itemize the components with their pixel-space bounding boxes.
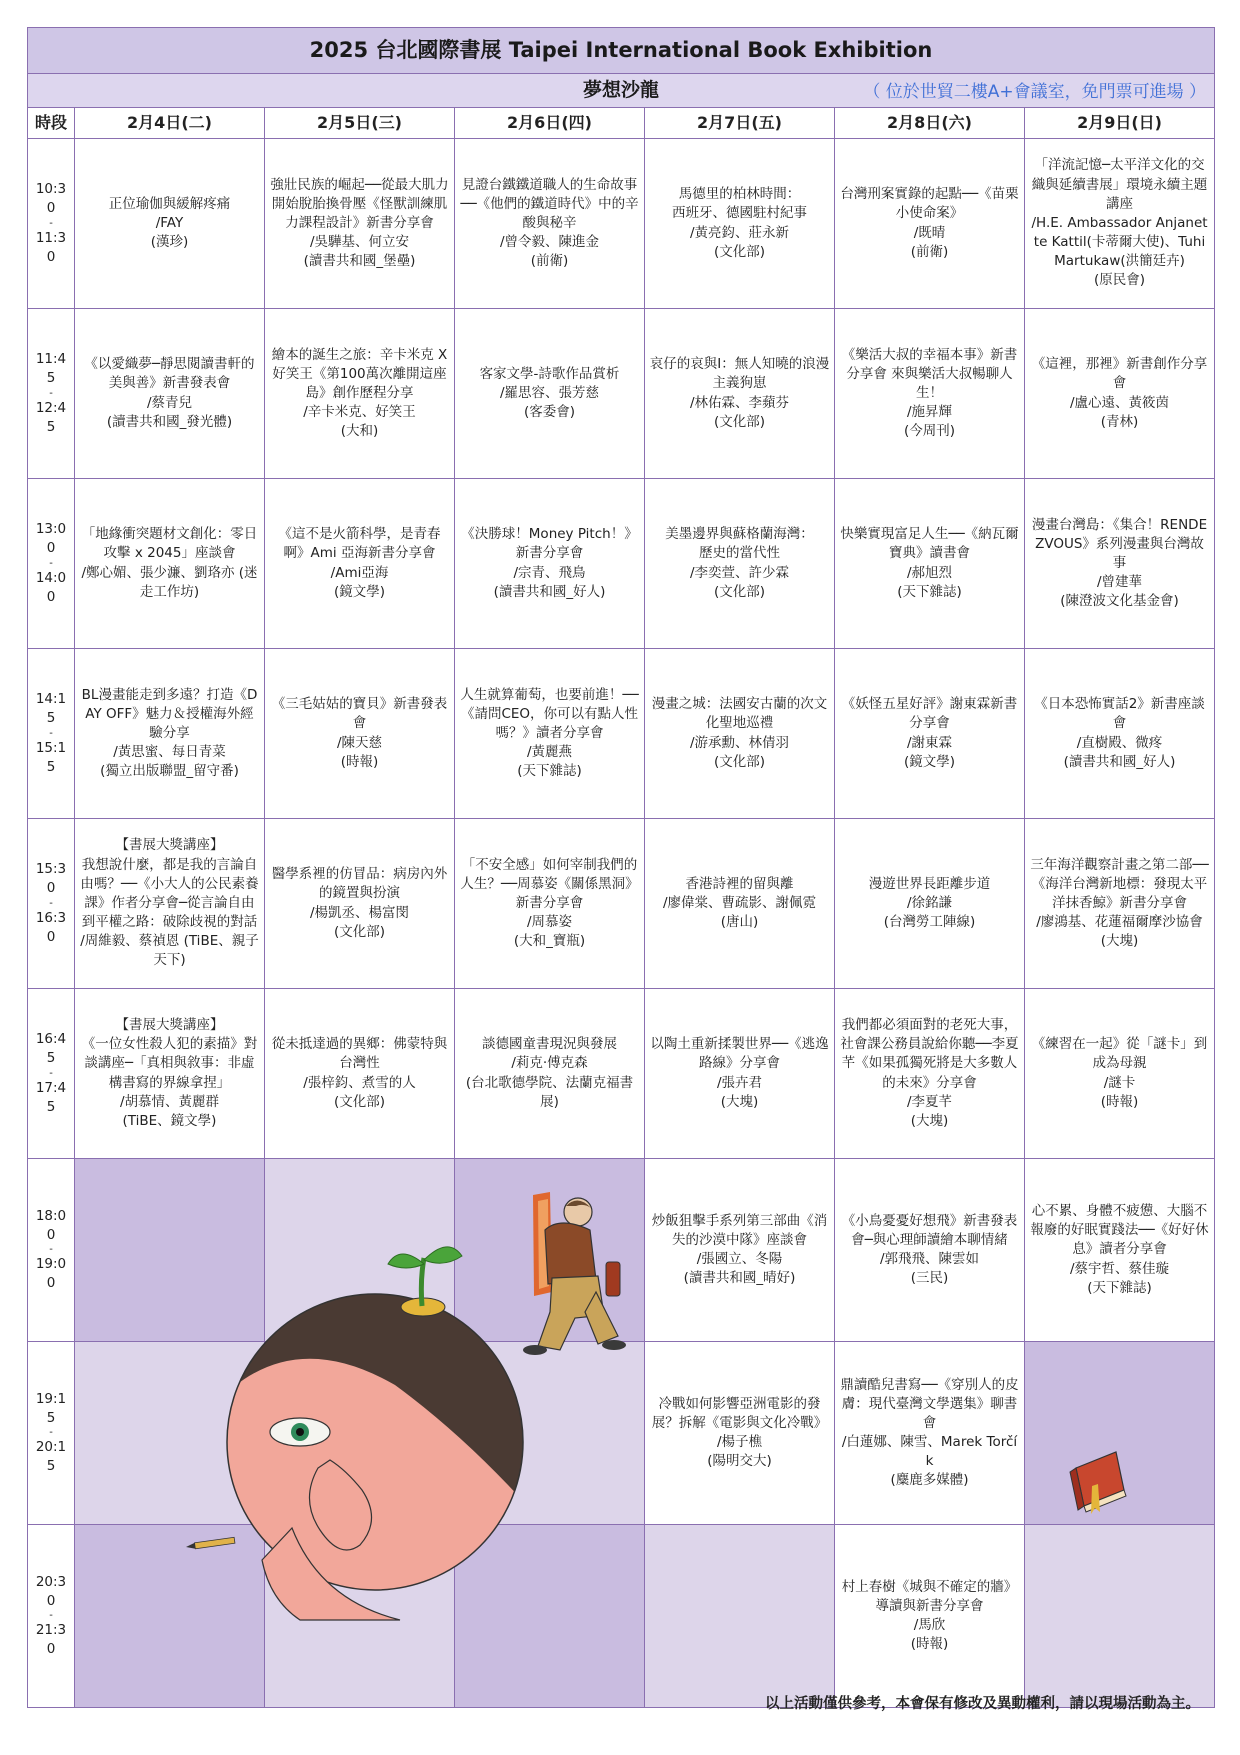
event-cell bbox=[1025, 1159, 1215, 1342]
event-detail: (大和_寶瓶) bbox=[513, 933, 586, 950]
event-cell bbox=[75, 139, 265, 309]
slot-start-time: 15:30 bbox=[35, 861, 67, 897]
empty-slot-cell bbox=[1025, 1525, 1215, 1708]
event-cell bbox=[455, 819, 645, 989]
event-detail: /辛卡米克、好笑王 bbox=[303, 404, 416, 421]
event-detail: /曾令毅、陳進金 bbox=[499, 234, 600, 251]
event-detail: (大塊) bbox=[720, 1093, 759, 1110]
event-title: 鼎讀酷兒書寫──《穿別人的皮膚：現代臺灣文學選集》聊書會 bbox=[840, 1376, 1019, 1431]
event-cell bbox=[645, 309, 835, 479]
event-detail: /莉克·傅克森 bbox=[511, 1055, 588, 1072]
event-detail: (天下雜誌) bbox=[517, 763, 582, 780]
slot-end-time: 15:15 bbox=[35, 739, 67, 775]
slot-end-time: 19:00 bbox=[35, 1256, 67, 1292]
schedule-table bbox=[27, 27, 1215, 1708]
day-header: 2月6日(四) bbox=[455, 108, 645, 139]
event-detail: (麋鹿多媒體) bbox=[890, 1472, 969, 1489]
event-detail: 歷史的當代性 bbox=[699, 545, 780, 562]
event-detail: (文化部) bbox=[713, 753, 766, 770]
event-title: 「不安全感」如何宰制我們的人生？──周慕姿《關係黑洞》新書分享會 bbox=[460, 856, 639, 911]
event-detail: /陳天慈 bbox=[336, 734, 383, 751]
schedule-page bbox=[27, 27, 1214, 1708]
time-slot-row bbox=[28, 1159, 1215, 1342]
event-cell bbox=[455, 309, 645, 479]
page-title: 2025 台北國際書展 Taipei International Book Exhibition bbox=[28, 28, 1215, 74]
time-slot-cell bbox=[28, 479, 75, 649]
day-header: 2月4日(二) bbox=[75, 108, 265, 139]
event-title: 以陶土重新揉製世界──《逃逸路線》分享會 bbox=[650, 1036, 829, 1072]
event-cell bbox=[645, 479, 835, 649]
event-detail: /蔡青兒 bbox=[146, 394, 193, 411]
event-cell bbox=[1025, 649, 1215, 819]
event-detail: (文化部) bbox=[713, 413, 766, 430]
event-detail: (大塊) bbox=[1100, 933, 1139, 950]
slot-end-time: 12:45 bbox=[35, 399, 67, 435]
event-title: 醫學系裡的仿冒品：病房內外的鏡置與扮演 bbox=[271, 866, 448, 902]
event-detail: /林佑霖、李蘋芬 bbox=[689, 394, 790, 411]
time-slot-cell bbox=[28, 1525, 75, 1708]
event-detail: (前衛) bbox=[530, 253, 569, 270]
time-column-header: 時段 bbox=[28, 108, 75, 139]
event-detail: (天下雜誌) bbox=[1087, 1279, 1152, 1296]
slot-start-time: 13:00 bbox=[35, 521, 67, 557]
empty-slot-cell bbox=[75, 1159, 265, 1342]
event-detail: /胡慕情、黃麗群 bbox=[119, 1093, 220, 1110]
event-title: 【書展大獎講座】 bbox=[115, 837, 224, 854]
slot-start-time: 18:00 bbox=[35, 1207, 67, 1243]
event-cell bbox=[265, 139, 455, 309]
event-title: 馬德里的柏林時間： bbox=[678, 186, 801, 203]
event-detail: 《一位女性殺人犯的素描》對談講座─「真相與敘事：非虛構書寫的界線拿捏」 bbox=[81, 1036, 258, 1091]
event-detail: /謎卡 bbox=[1103, 1074, 1136, 1091]
time-slot-row bbox=[28, 1525, 1215, 1708]
event-cell bbox=[1025, 989, 1215, 1159]
empty-slot-cell bbox=[455, 1525, 645, 1708]
day-header: 2月9日(日) bbox=[1025, 108, 1215, 139]
event-detail: /郝旭烈 bbox=[906, 564, 953, 581]
event-title: 《以愛織夢─靜思閱讀書軒的美與善》新書發表會 bbox=[84, 356, 255, 392]
empty-slot-cell bbox=[645, 1525, 835, 1708]
event-cell bbox=[835, 649, 1025, 819]
event-title: 人生就算葡萄，也要前進！──《請問CEO，你可以有點人性嗎？》讀者分享會 bbox=[460, 686, 639, 741]
event-detail: 我想說什麼，都是我的言論自由嗎？──《小大人的公民素養課》作者分享會─從言論自由到平權之路：破除歧視的對話 bbox=[80, 856, 259, 931]
event-cell bbox=[1025, 309, 1215, 479]
event-title: 漫遊世界長距離步道 bbox=[868, 875, 991, 892]
event-title: 村上春樹《城與不確定的牆》導讀與新書分享會 bbox=[841, 1578, 1018, 1614]
event-detail: (今周刊) bbox=[903, 423, 956, 440]
event-title: 《妖怪五星好評》謝東霖新書分享會 bbox=[841, 696, 1018, 732]
event-detail: /黃亮鈞、莊永新 bbox=[689, 224, 790, 241]
event-detail: /施昇輝 bbox=[906, 404, 953, 421]
day-header-row bbox=[28, 108, 1215, 139]
event-cell bbox=[455, 139, 645, 309]
time-slot-row bbox=[28, 139, 1215, 309]
slot-start-time: 11:45 bbox=[35, 351, 67, 387]
event-detail: (時報) bbox=[910, 1636, 949, 1653]
slot-start-time: 14:15 bbox=[35, 691, 67, 727]
event-title: 《練習在一起》從「謎卡」到成為母親 bbox=[1031, 1036, 1208, 1072]
event-detail: (三民) bbox=[910, 1270, 949, 1287]
event-detail: /謝東霖 bbox=[906, 734, 953, 751]
event-cell bbox=[835, 139, 1025, 309]
event-cell bbox=[75, 649, 265, 819]
slot-start-time: 10:30 bbox=[35, 181, 67, 217]
venue-header bbox=[28, 74, 1215, 108]
event-detail: (大和) bbox=[340, 423, 379, 440]
time-slot-cell bbox=[28, 309, 75, 479]
event-title: 《決勝球！Money Pitch！》新書分享會 bbox=[461, 526, 638, 562]
event-cell bbox=[645, 989, 835, 1159]
event-title: 《這裡，那裡》新書創作分享會 bbox=[1031, 356, 1208, 392]
event-cell bbox=[835, 1342, 1025, 1525]
event-detail: /白蓮娜、陳雪、Marek Torčík bbox=[841, 1434, 1018, 1470]
event-detail: (文化部) bbox=[333, 1093, 386, 1110]
event-detail: (讀書共和國_好人) bbox=[493, 583, 606, 600]
event-title: 客家文學-詩歌作品賞析 bbox=[479, 365, 620, 382]
event-detail: (文化部) bbox=[713, 583, 766, 600]
time-slot-row bbox=[28, 989, 1215, 1159]
event-title: 「地緣衝突題材文創化：零日攻擊 x 2045」座談會 bbox=[81, 526, 258, 562]
event-detail: (原民會) bbox=[1094, 272, 1146, 289]
location-note: （ 位於世貿二樓A+會議室，免門票可進場 ） bbox=[863, 82, 1207, 102]
event-title: 《日本恐怖實話2》新書座談會 bbox=[1034, 696, 1205, 732]
event-title: 《小鳥憂憂好想飛》新書發表會─與心理師讀繪本聊情緒 bbox=[841, 1212, 1018, 1248]
event-detail: (鏡文學) bbox=[903, 753, 956, 770]
day-header: 2月8日(六) bbox=[835, 108, 1025, 139]
time-separator: - bbox=[49, 1244, 53, 1255]
event-detail: /張卉君 bbox=[716, 1074, 763, 1091]
event-detail: (文化部) bbox=[713, 243, 766, 260]
event-detail: 西班牙、德國駐村紀事 bbox=[672, 205, 807, 222]
event-detail: /郭飛飛、陳雲如 bbox=[879, 1251, 980, 1267]
day-header: 2月5日(三) bbox=[265, 108, 455, 139]
event-detail: (青林) bbox=[1100, 413, 1139, 430]
event-detail: (讀書共和國_發光體) bbox=[106, 413, 233, 430]
time-slot-row bbox=[28, 479, 1215, 649]
event-title: 我們都必須面對的老死大事，社會課公務員說給你聽──李夏芊《如果孤獨死將是大多數人的未來》分享會 bbox=[840, 1017, 1019, 1091]
event-cell bbox=[1025, 819, 1215, 989]
event-detail: /羅思容、張芳慈 bbox=[499, 384, 600, 401]
time-separator: - bbox=[49, 1427, 53, 1438]
event-detail: (時報) bbox=[340, 753, 379, 770]
event-detail: (讀書共和國_晴好) bbox=[683, 1270, 796, 1287]
event-cell bbox=[455, 479, 645, 649]
event-detail: (TiBE、鏡文學) bbox=[122, 1112, 217, 1129]
event-title: 香港詩裡的留與離 bbox=[685, 875, 794, 892]
event-title: 心不累、身體不疲憊、大腦不報廢的好眠實踐法──《好好休息》讀者分享會 bbox=[1030, 1203, 1209, 1258]
event-detail: /張國立、冬陽 bbox=[696, 1251, 783, 1267]
event-title: 冷戰如何影響亞洲電影的發展？拆解《電影與文化冷戰》 bbox=[651, 1395, 828, 1431]
event-title: 漫畫之城：法國安古蘭的次文化聖地巡禮 bbox=[651, 696, 828, 732]
event-title: 《樂活大叔的幸福本事》新書分享會 來與樂活大叔暢聊人生！ bbox=[841, 346, 1018, 401]
event-detail: /黃思蜜、每日青菜 bbox=[113, 744, 226, 761]
time-separator: - bbox=[49, 727, 53, 739]
event-detail: (陳澄波文化基金會) bbox=[1060, 593, 1179, 610]
time-slot-cell bbox=[28, 819, 75, 989]
event-title: 「洋流記憶─太平洋文化的交織與延續書展」環境永續主題講座 bbox=[1031, 157, 1208, 212]
event-detail: /馬欣 bbox=[913, 1617, 946, 1633]
event-detail: /徐銘謙 bbox=[906, 894, 953, 911]
event-cell bbox=[265, 479, 455, 649]
event-detail: /既晴 bbox=[913, 224, 946, 241]
event-detail: /宗青、飛鳥 bbox=[513, 564, 586, 581]
event-title: 【書展大獎講座】 bbox=[115, 1017, 224, 1034]
slot-end-time: 20:15 bbox=[35, 1439, 67, 1475]
event-title: 見證台鐵鐵道職人的生命故事──《他們的鐵道時代》中的辛酸與秘辛 bbox=[460, 176, 639, 231]
time-slot-row bbox=[28, 1342, 1215, 1525]
event-detail: (讀書共和國_好人) bbox=[1063, 753, 1176, 770]
event-title: 炒飯狙擊手系列第三部曲《消失的沙漠中隊》座談會 bbox=[651, 1212, 828, 1248]
time-slot-cell bbox=[28, 649, 75, 819]
event-detail: (台灣勞工陣線) bbox=[883, 914, 976, 931]
event-detail: (大塊) bbox=[910, 1112, 949, 1129]
time-separator: - bbox=[49, 387, 53, 399]
event-cell bbox=[835, 1159, 1025, 1342]
time-slot-cell bbox=[28, 989, 75, 1159]
event-title: 正位瑜伽與緩解疼痛 bbox=[108, 195, 231, 212]
event-title: 快樂實現富足人生──《納瓦爾寶典》讀書會 bbox=[840, 526, 1019, 562]
slot-start-time: 19:15 bbox=[35, 1390, 67, 1426]
event-cell bbox=[265, 819, 455, 989]
event-cell bbox=[75, 309, 265, 479]
event-cell bbox=[75, 479, 265, 649]
event-detail: /李夏芊 bbox=[906, 1093, 953, 1110]
event-detail: (讀書共和國_堡壘) bbox=[303, 253, 416, 270]
event-detail: (前衛) bbox=[910, 243, 949, 260]
event-cell bbox=[835, 479, 1025, 649]
event-detail: /周慕姿 bbox=[526, 914, 573, 931]
event-detail: (台北歌德學院、法蘭克福書展) bbox=[465, 1074, 634, 1110]
time-slot-cell bbox=[28, 139, 75, 309]
event-title: 從未抵達過的異鄉：佛蒙特與台灣性 bbox=[271, 1036, 448, 1072]
event-title: 《這不是火箭科學，是青春啊》Ami 亞海新書分享會 bbox=[278, 526, 441, 562]
event-detail: (鏡文學) bbox=[333, 583, 386, 600]
event-title: 漫畫台灣島：《集合！RENDEZVOUS》系列漫畫與台灣故事 bbox=[1031, 516, 1208, 571]
event-detail: /游承勳、林倩羽 bbox=[689, 734, 790, 751]
slot-end-time: 14:00 bbox=[35, 569, 67, 605]
event-detail: (唐山) bbox=[720, 914, 759, 931]
event-cell bbox=[645, 1159, 835, 1342]
event-detail: /廖鴻基、花蓮福爾摩沙協會 bbox=[1036, 914, 1203, 931]
time-slot-cell bbox=[28, 1342, 75, 1525]
event-detail: /Ami亞海 bbox=[330, 564, 389, 581]
event-title: 強壯民族的崛起──從最大肌力開始脫胎換骨壓《怪獸訓練肌力課程設計》新書分享會 bbox=[270, 176, 449, 231]
event-title: 台灣刑案實錄的起點──《苗栗小使命案》 bbox=[840, 186, 1019, 222]
event-title: 談德國童書現況與發展 bbox=[482, 1036, 617, 1053]
event-cell bbox=[455, 989, 645, 1159]
event-detail: /楊子樵 bbox=[716, 1434, 763, 1450]
event-detail: /鄭心媚、張少濂、劉珞亦 (迷走工作坊) bbox=[81, 564, 258, 600]
event-detail: /吳驊基、何立安 bbox=[309, 234, 410, 251]
event-detail: /蔡宇哲、蔡佳璇 bbox=[1069, 1260, 1170, 1277]
time-slot-cell bbox=[28, 1159, 75, 1342]
time-slot-row bbox=[28, 819, 1215, 989]
slot-start-time: 16:45 bbox=[35, 1031, 67, 1067]
time-separator: - bbox=[49, 897, 53, 909]
event-cell bbox=[265, 649, 455, 819]
event-cell bbox=[645, 1342, 835, 1525]
time-separator: - bbox=[49, 1067, 53, 1079]
event-cell bbox=[645, 139, 835, 309]
event-detail: (時報) bbox=[1100, 1093, 1139, 1110]
disclaimer-footer: 以上活動僅供參考，本會保有修改及異動權利，請以現場活動為主。 bbox=[765, 1696, 1200, 1712]
event-cell bbox=[265, 989, 455, 1159]
time-separator: - bbox=[49, 217, 53, 229]
event-detail: (陽明交大) bbox=[707, 1453, 772, 1470]
event-cell bbox=[75, 989, 265, 1159]
event-detail: /廖偉棠、曹疏影、謝佩霓 bbox=[662, 894, 817, 911]
slot-start-time: 20:30 bbox=[35, 1573, 67, 1609]
venue-name: 夢想沙龍 bbox=[583, 79, 660, 102]
time-separator: - bbox=[49, 1610, 53, 1621]
event-detail: /H.E. Ambassador Anjanette Kattil(卡蒂爾大使)、Tuhi Martukaw(洪簡廷卉) bbox=[1031, 214, 1208, 270]
slot-end-time: 17:45 bbox=[35, 1079, 67, 1115]
event-detail: /盧心遠、黃筱茵 bbox=[1069, 394, 1170, 411]
time-slot-row bbox=[28, 309, 1215, 479]
event-detail: /張梓鈞、煮雪的人 bbox=[303, 1074, 416, 1091]
slot-end-time: 21:30 bbox=[35, 1622, 67, 1658]
event-title: BL漫畫能走到多遠？打造《DAY OFF》魅力＆授權海外經驗分享 bbox=[81, 686, 258, 741]
empty-slot-cell bbox=[75, 1525, 265, 1708]
time-separator: - bbox=[49, 557, 53, 569]
event-detail: /楊凱丞、楊富閔 bbox=[309, 904, 410, 921]
event-detail: (獨立出版聯盟_留守番) bbox=[100, 763, 239, 780]
event-title: 美墨邊界與蘇格蘭海灣： bbox=[665, 526, 814, 543]
event-cell bbox=[835, 819, 1025, 989]
event-title: 三年海洋觀察計畫之第二部──《海洋台灣新地標：發現太平洋抹香鯨》新書分享會 bbox=[1030, 856, 1209, 911]
slot-end-time: 11:30 bbox=[35, 229, 67, 265]
event-cell bbox=[835, 989, 1025, 1159]
event-cell bbox=[835, 309, 1025, 479]
event-title: 繪本的誕生之旅：辛卡米克 X 好笑王《第100萬次離開這座島》創作歷程分享 bbox=[271, 346, 448, 401]
event-cell bbox=[645, 649, 835, 819]
event-detail: (文化部) bbox=[333, 923, 386, 940]
event-detail: (天下雜誌) bbox=[897, 583, 962, 600]
event-cell bbox=[835, 1525, 1025, 1708]
event-detail: /FAY bbox=[155, 214, 184, 231]
event-cell bbox=[1025, 479, 1215, 649]
event-cell bbox=[75, 819, 265, 989]
event-detail: /直樹殿、微疼 bbox=[1076, 734, 1163, 751]
day-header: 2月7日(五) bbox=[645, 108, 835, 139]
time-slot-row bbox=[28, 649, 1215, 819]
event-detail: /曾建華 bbox=[1096, 574, 1143, 591]
event-title: 《三毛姑姑的寶貝》新書發表會 bbox=[271, 696, 448, 732]
event-detail: /周維毅、蔡禎恩 (TiBE、親子天下) bbox=[80, 933, 259, 969]
event-cell bbox=[645, 819, 835, 989]
event-title: 哀仔的哀與I：無人知曉的浪漫主義狗崽 bbox=[649, 356, 830, 392]
event-cell bbox=[1025, 139, 1215, 309]
event-detail: /李奕萱、許少霖 bbox=[689, 564, 790, 581]
event-detail: (客委會) bbox=[523, 404, 576, 421]
event-detail: /黃麗燕 bbox=[526, 744, 573, 761]
event-cell bbox=[455, 649, 645, 819]
event-cell bbox=[265, 309, 455, 479]
slot-end-time: 16:30 bbox=[35, 909, 67, 945]
event-detail: (漢珍) bbox=[150, 234, 189, 251]
